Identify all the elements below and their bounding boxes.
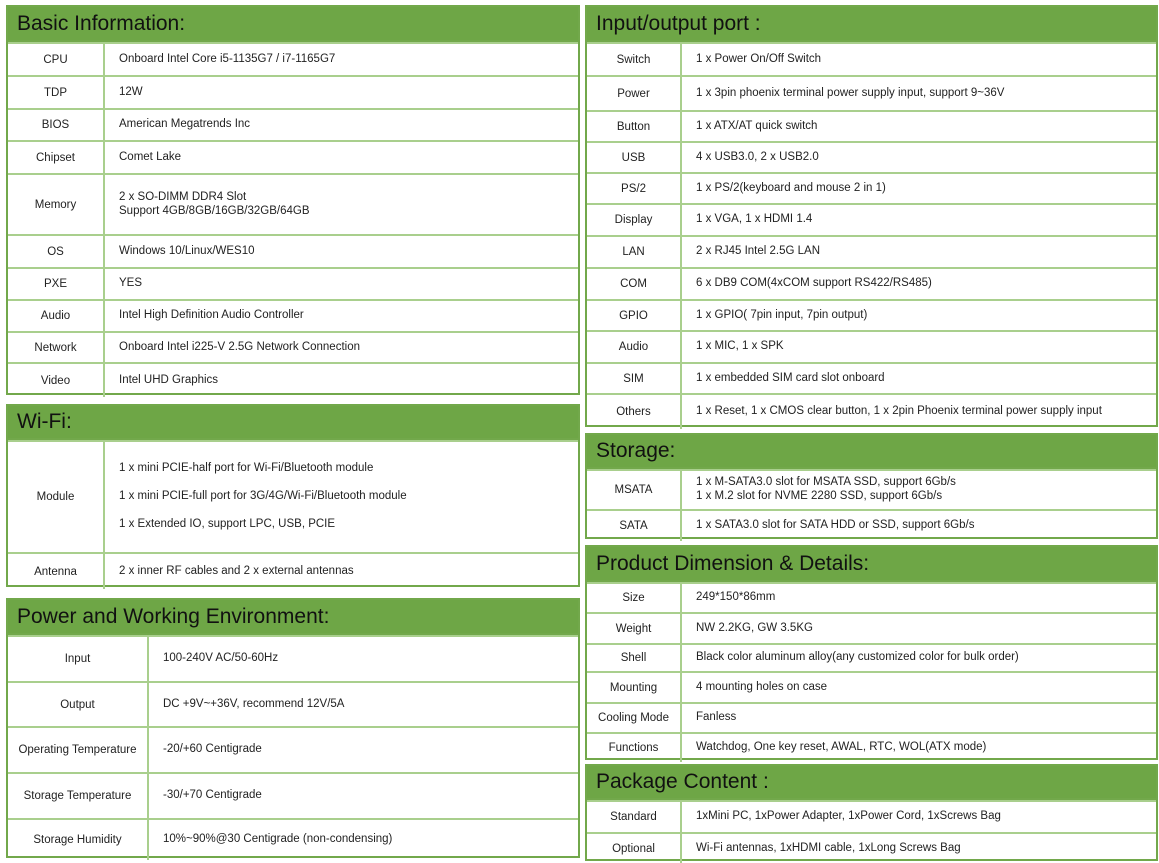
spec-value	[682, 77, 1156, 110]
spec-value-line: 4 mounting holes on case	[696, 680, 828, 693]
spec-value	[682, 44, 1156, 75]
spec-value	[105, 269, 578, 299]
section-title: Package Content :	[587, 766, 1156, 800]
spec-value-line: 249*150*86mm	[696, 591, 776, 604]
spec-label: Video	[8, 364, 105, 397]
spec-row	[8, 635, 578, 681]
spec-label: GPIO	[587, 301, 682, 330]
spec-value	[149, 637, 578, 681]
spec-value	[682, 614, 1156, 643]
spec-row	[587, 203, 1156, 235]
spec-value	[682, 174, 1156, 203]
spec-value-line: 100-240V AC/50-60Hz	[163, 652, 279, 665]
spec-value	[682, 395, 1156, 429]
spec-label: LAN	[587, 237, 682, 267]
spec-row	[8, 234, 578, 267]
spec-label: COM	[587, 269, 682, 299]
spec-value-line: Onboard Intel i225-V 2.5G Network Connection	[119, 340, 360, 353]
spec-value	[682, 802, 1156, 832]
spec-value-line: Comet Lake	[119, 150, 182, 163]
spec-row	[587, 330, 1156, 362]
spec-value-line: -20/+60 Centigrade	[163, 743, 262, 756]
spec-value-line: Watchdog, One key reset, AWAL, RTC, WOL(ATX mode)	[696, 741, 987, 754]
spec-row	[587, 172, 1156, 203]
spec-value	[105, 236, 578, 267]
spec-label: Standard	[587, 802, 682, 832]
spec-row	[587, 832, 1156, 863]
spec-value-line: 1 x M-SATA3.0 slot for MSATA SSD, support 6Gb/s	[696, 476, 956, 489]
spec-value-line: 1 x SATA3.0 slot for SATA HDD or SSD, support 6Gb/s	[696, 519, 975, 532]
spec-row	[587, 267, 1156, 299]
spec-label: PS/2	[587, 174, 682, 203]
spec-row	[8, 42, 578, 75]
spec-value	[105, 142, 578, 173]
spec-value-line: Windows 10/Linux/WES10	[119, 244, 255, 257]
spec-value-line: 1xMini PC, 1xPower Adapter, 1xPower Cord, 1xScrews Bag	[696, 810, 1001, 823]
spec-label: Size	[587, 584, 682, 612]
spec-value	[682, 364, 1156, 393]
spec-label: Input	[8, 637, 149, 681]
spec-row	[587, 42, 1156, 75]
spec-value-line: 2 x inner RF cables and 2 x external antennas	[119, 564, 354, 577]
section-storage	[585, 433, 1158, 539]
section-title: Storage:	[587, 435, 1156, 469]
spec-value	[682, 237, 1156, 267]
spec-value	[149, 683, 578, 726]
spec-value	[105, 554, 578, 589]
spec-row	[8, 362, 578, 397]
spec-row	[587, 299, 1156, 330]
spec-label: Audio	[8, 301, 105, 331]
spec-value	[149, 728, 578, 772]
section-wifi	[6, 404, 580, 587]
spec-label: OS	[8, 236, 105, 267]
spec-value	[105, 110, 578, 140]
spec-value-line: Support 4GB/8GB/16GB/32GB/64GB	[119, 204, 310, 217]
spec-value-line: 2 x SO-DIMM DDR4 Slot	[119, 190, 247, 203]
spec-row	[587, 110, 1156, 141]
spec-label: Cooling Mode	[587, 704, 682, 732]
spec-value-line: 1 x PS/2(keyboard and mouse 2 in 1)	[696, 181, 886, 194]
spec-value-line: Onboard Intel Core i5-1135G7 / i7-1165G7	[119, 52, 336, 65]
spec-value	[682, 269, 1156, 299]
spec-value-line: 1 x 3pin phoenix terminal power supply input, support 9~36V	[696, 86, 1005, 99]
section-dimension	[585, 545, 1158, 760]
spec-label: Optional	[587, 834, 682, 863]
spec-row	[8, 75, 578, 108]
spec-label: Others	[587, 395, 682, 429]
spec-value-line: DC +9V~+36V, recommend 12V/5A	[163, 697, 345, 710]
spec-row	[587, 732, 1156, 762]
spec-value-line: 1 x ATX/AT quick switch	[696, 119, 818, 132]
spec-row	[8, 818, 578, 860]
spec-value	[682, 205, 1156, 235]
spec-row	[8, 440, 578, 552]
spec-label: Display	[587, 205, 682, 235]
spec-row	[8, 140, 578, 173]
spec-label: Power	[587, 77, 682, 110]
spec-value	[105, 44, 578, 75]
spec-row	[587, 393, 1156, 429]
spec-row	[587, 235, 1156, 267]
spec-value	[682, 673, 1156, 702]
spec-row	[587, 643, 1156, 671]
spec-label: BIOS	[8, 110, 105, 140]
spec-row	[587, 75, 1156, 110]
spec-label: Storage Temperature	[8, 774, 149, 818]
spec-value-line: Intel High Definition Audio Controller	[119, 309, 304, 322]
spec-value	[682, 584, 1156, 612]
spec-value-line: 1 x MIC, 1 x SPK	[696, 340, 784, 353]
spec-value	[682, 143, 1156, 172]
spec-value-line: 2 x RJ45 Intel 2.5G LAN	[696, 245, 821, 258]
spec-value-line: Intel UHD Graphics	[119, 373, 219, 386]
spec-row	[8, 331, 578, 362]
spec-label: PXE	[8, 269, 105, 299]
spec-value-line: 1 x Power On/Off Switch	[696, 52, 822, 65]
spec-value	[682, 301, 1156, 330]
spec-value	[105, 364, 578, 397]
spec-row	[587, 702, 1156, 732]
section-package	[585, 764, 1158, 861]
spec-label: Chipset	[8, 142, 105, 173]
spec-value-line: 1 x mini PCIE-full port for 3G/4G/Wi-Fi/Bluetooth module	[119, 490, 407, 503]
spec-value	[105, 77, 578, 108]
spec-value-line: 4 x USB3.0, 2 x USB2.0	[696, 150, 819, 163]
spec-value-line: 6 x DB9 COM(4xCOM support RS422/RS485)	[696, 277, 932, 290]
spec-value	[682, 332, 1156, 362]
spec-row	[587, 141, 1156, 172]
spec-label: Module	[8, 442, 105, 552]
spec-row	[587, 612, 1156, 643]
spec-label: Shell	[587, 645, 682, 671]
spec-value	[105, 442, 578, 552]
spec-row	[587, 509, 1156, 541]
spec-label: Switch	[587, 44, 682, 75]
spec-value-line: 1 x GPIO( 7pin input, 7pin output)	[696, 308, 868, 321]
spec-label: Network	[8, 333, 105, 362]
spec-row	[587, 469, 1156, 509]
spec-value	[149, 774, 578, 818]
spec-label: Button	[587, 112, 682, 141]
spec-row	[8, 267, 578, 299]
spec-value	[149, 820, 578, 860]
spec-value	[682, 734, 1156, 762]
section-title: Power and Working Environment:	[8, 600, 578, 635]
spec-row	[8, 173, 578, 234]
spec-value	[105, 333, 578, 362]
spec-value-line: 1 x VGA, 1 x HDMI 1.4	[696, 213, 813, 226]
spec-value-line: 12W	[119, 85, 143, 98]
spec-value-line: Fanless	[696, 711, 737, 724]
spec-label: Antenna	[8, 554, 105, 589]
spec-row	[587, 671, 1156, 702]
section-basic	[6, 5, 580, 395]
spec-value	[682, 645, 1156, 671]
section-title: Product Dimension & Details:	[587, 547, 1156, 582]
spec-value	[682, 511, 1156, 541]
spec-row	[587, 362, 1156, 393]
spec-label: USB	[587, 143, 682, 172]
spec-row	[8, 552, 578, 589]
spec-label: SATA	[587, 511, 682, 541]
section-title: Wi-Fi:	[8, 406, 578, 440]
spec-row	[8, 726, 578, 772]
spec-value	[682, 112, 1156, 141]
spec-value-line: 10%~90%@30 Centigrade (non-condensing)	[163, 833, 393, 846]
spec-label: CPU	[8, 44, 105, 75]
spec-label: Weight	[587, 614, 682, 643]
spec-label: Output	[8, 683, 149, 726]
spec-label: Functions	[587, 734, 682, 762]
spec-row	[8, 299, 578, 331]
spec-value-line: 1 x mini PCIE-half port for Wi-Fi/Bluetooth module	[119, 462, 374, 475]
section-power	[6, 598, 580, 858]
spec-row	[587, 582, 1156, 612]
spec-row	[8, 772, 578, 818]
section-title: Input/output port :	[587, 7, 1156, 42]
spec-value	[105, 175, 578, 234]
spec-value-line: Black color aluminum alloy(any customized color for bulk order)	[696, 651, 1019, 664]
spec-value-line: 1 x embedded SIM card slot onboard	[696, 371, 885, 384]
spec-label: Storage Humidity	[8, 820, 149, 860]
spec-value	[682, 834, 1156, 863]
spec-value	[682, 471, 1156, 509]
spec-value-line: 1 x M.2 slot for NVME 2280 SSD, support 6Gb/s	[696, 490, 943, 502]
spec-value	[105, 301, 578, 331]
spec-value-line: 1 x Reset, 1 x CMOS clear button, 1 x 2pin Phoenix terminal power supply input	[696, 405, 1102, 418]
spec-value-line: NW 2.2KG, GW 3.5KG	[696, 621, 813, 634]
spec-value-line: Wi-Fi antennas, 1xHDMI cable, 1xLong Screws Bag	[696, 841, 961, 854]
spec-label: Memory	[8, 175, 105, 234]
spec-value-line: -30/+70 Centigrade	[163, 789, 262, 802]
spec-label: Audio	[587, 332, 682, 362]
section-io	[585, 5, 1158, 427]
spec-label: Mounting	[587, 673, 682, 702]
spec-row	[8, 108, 578, 140]
spec-label: Operating Temperature	[8, 728, 149, 772]
spec-label: MSATA	[587, 471, 682, 509]
spec-value	[682, 704, 1156, 732]
spec-value-line: American Megatrends Inc	[119, 118, 251, 131]
spec-value-line: YES	[119, 277, 143, 290]
spec-row	[8, 681, 578, 726]
spec-label: TDP	[8, 77, 105, 108]
spec-row	[587, 800, 1156, 832]
spec-label: SIM	[587, 364, 682, 393]
section-title: Basic Information:	[8, 7, 578, 42]
spec-value-line: 1 x Extended IO, support LPC, USB, PCIE	[119, 517, 336, 530]
